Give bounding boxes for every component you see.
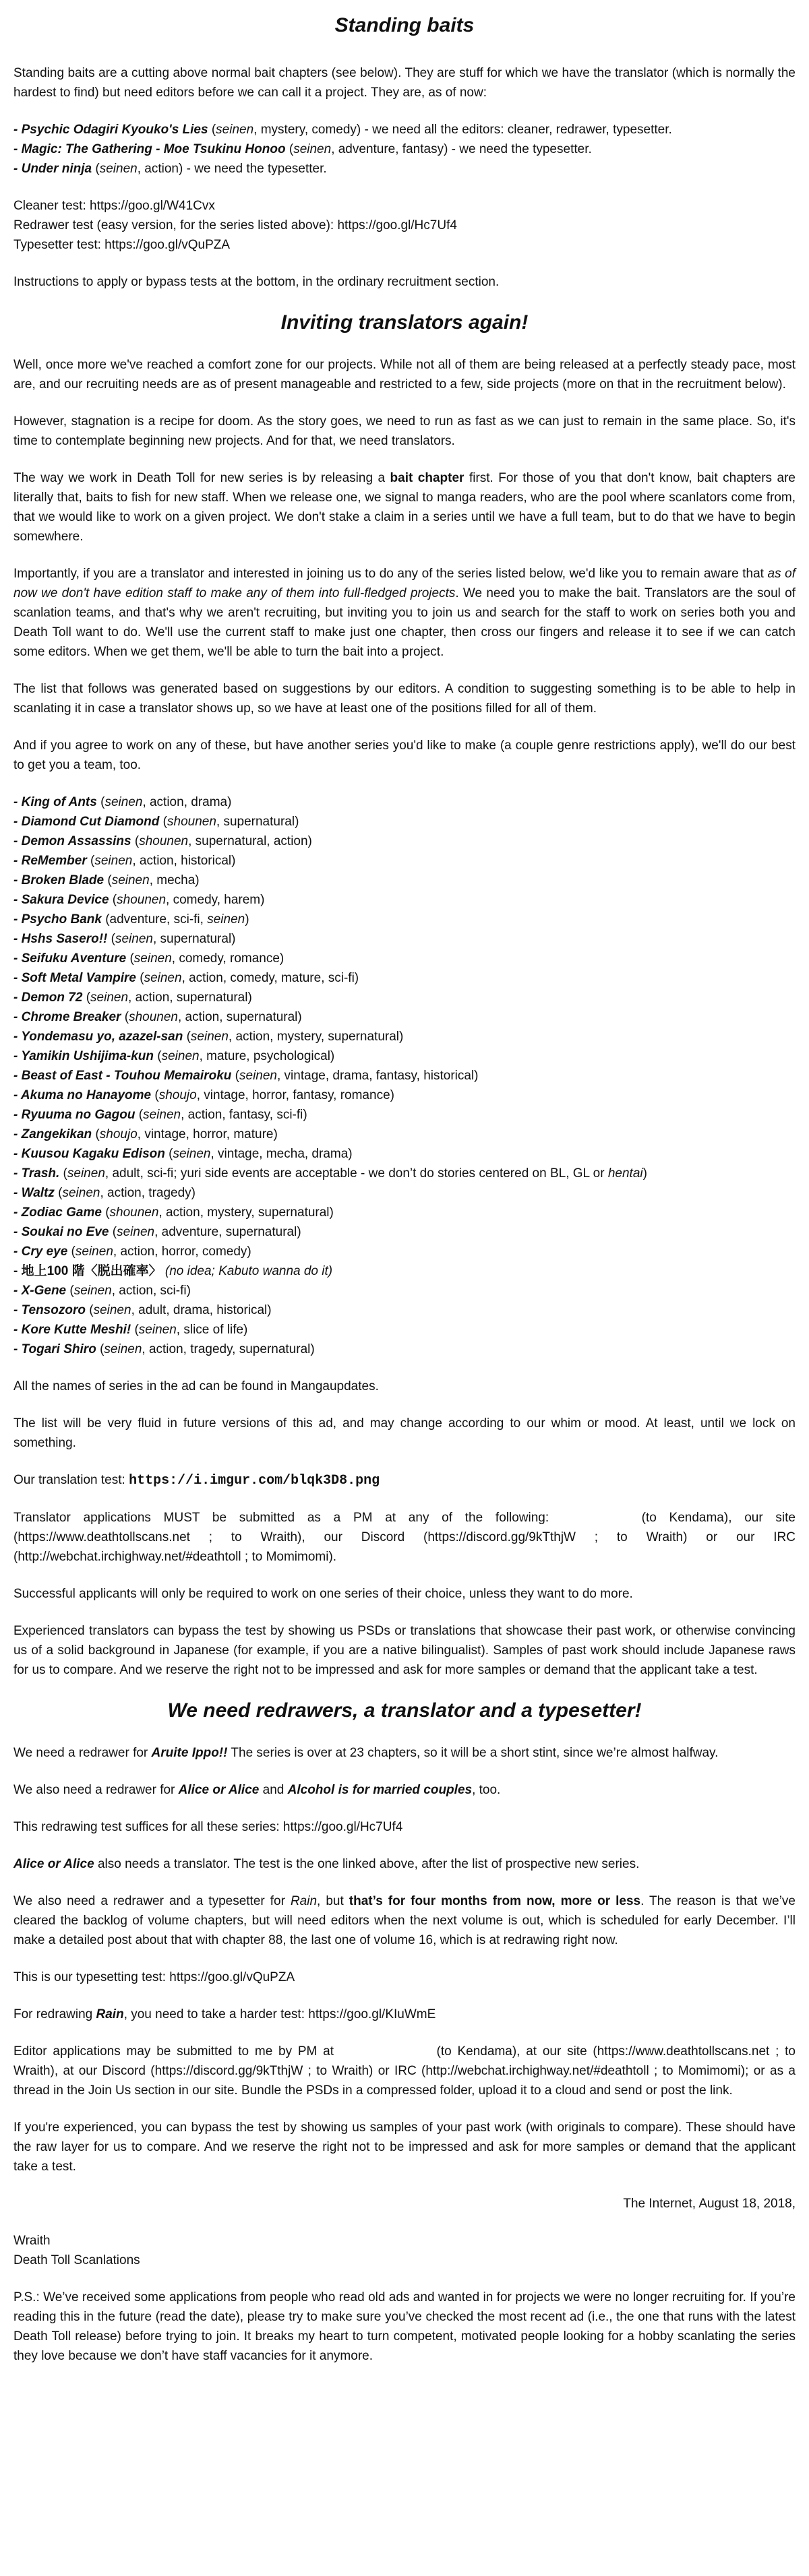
text-run: Rain: [290, 1894, 318, 1908]
text-run: - Trash.: [13, 1166, 60, 1181]
text-run: , action, supernatural): [128, 991, 252, 1005]
text-run: seinen: [216, 123, 254, 137]
text-run: , mature, psychological): [199, 1049, 335, 1063]
text-run: , vintage, horror, mature): [137, 1127, 278, 1141]
text-run: The list will be very fluid in future versions of this ad, and may change according to our whim or mood. At least, until we lock on something.: [13, 1416, 796, 1450]
text-run: (: [109, 1225, 117, 1239]
series-item: [13, 831, 796, 851]
prospective-series-list: [13, 792, 796, 1359]
text-run: - Psychic Odagiri Kyouko's Lies: [13, 123, 208, 137]
text-run: We need a redrawer for: [13, 1746, 152, 1760]
text-run: ): [642, 1166, 647, 1181]
text-run: - X-Gene: [13, 1284, 67, 1298]
text-run: (: [126, 951, 134, 966]
text-run: All the names of series in the ad can be found in Mangaupdates.: [13, 1379, 379, 1393]
text-run: - Yamikin Ushijima-kun: [13, 1049, 154, 1063]
para-list-origin: [13, 679, 796, 718]
text-run: seinen: [111, 873, 150, 887]
series-item: [13, 1027, 796, 1046]
text-run: (: [67, 1245, 76, 1259]
text-run: , supernatural): [216, 815, 299, 829]
series-item: [13, 1183, 796, 1203]
text-run: The Internet, August 18, 2018,: [623, 2197, 796, 2211]
text-run: Translator applications MUST be submitted as a PM at any of the following:: [13, 1511, 562, 1525]
text-run: . The reason is that we’ve cleared the backlog of volume chapters, but will need editors when the next volume is out, which is scheduled for early December. I’ll make a detailed post about that with chapter 88, the last one of volume 16, which is at redrawing right now.: [13, 1894, 796, 1947]
series-item: [13, 910, 796, 929]
text-run: - Zangekikan: [13, 1127, 92, 1141]
text-run: , but: [317, 1894, 349, 1908]
para-typesetting-test: [13, 1968, 796, 1987]
text-run: (: [151, 1088, 159, 1102]
series-item: [13, 968, 796, 988]
text-run: - Waltz: [13, 1186, 55, 1200]
para-rain-harder-test: [13, 2005, 796, 2024]
text-run: shoujo: [99, 1127, 138, 1141]
series-item: [13, 851, 796, 871]
text-run: (: [82, 991, 91, 1005]
title-standing-baits: Standing baits: [334, 14, 475, 36]
text-run: Alice or Alice: [13, 1857, 94, 1871]
text-run: - Broken Blade: [13, 873, 104, 887]
redacted-gap: [340, 2054, 431, 2055]
text-run: P.S.: We’ve received some applications from people who read old ads and wanted in for projects we were no longer recruiting for. If you’re reading this in the future (read the date), please try to make sure you’ve checked the most recent ad (i.e., the one that runs with the latest Death Toll release) before trying to join. It breaks my heart to turn competent, motivated people looking for a hobby scanlating the series they love because we don’t have staff vacancies for it anymore.: [13, 2290, 796, 2363]
text-run: Editor applications may be submitted to me by PM at: [13, 2044, 340, 2059]
text-run: The series is over at 23 chapters, so it will be a short stint, since we’re almost halfway.: [227, 1746, 719, 1760]
series-item: [13, 1320, 796, 1340]
text-run: seinen: [93, 1303, 131, 1317]
text-run: , mystery, comedy) - we need all the editors: cleaner, redrawer, typesetter.: [253, 123, 672, 137]
series-item: [13, 1046, 796, 1066]
para-editor-bypass: [13, 2118, 796, 2176]
text-run: seinen: [293, 142, 332, 156]
text-run: (: [231, 1069, 239, 1083]
text-run: , action, tragedy): [100, 1186, 196, 1200]
imgur-url: https://i.imgur.com/blqk3D8.png: [129, 1473, 380, 1488]
text-run: - Ryuuma no Gagou: [13, 1108, 136, 1122]
text-run: , comedy, harem): [166, 893, 265, 907]
text-run: shounen: [129, 1010, 178, 1024]
test-links: [13, 196, 796, 255]
text-run: - King of Ants: [13, 795, 97, 809]
text-run: And if you agree to work on any of these, but have another series you'd like to make (a couple genre restrictions apply), we'll do our best to get you a team, too.: [13, 739, 796, 772]
text-run: , comedy, romance): [171, 951, 284, 966]
text-run: , vintage, drama, fantasy, historical): [277, 1069, 479, 1083]
series-item: [13, 1105, 796, 1125]
series-item: [13, 1144, 796, 1164]
para-translator-applications: [13, 1508, 796, 1567]
text-run: - Cry eye: [13, 1245, 68, 1259]
text-run: Experienced translators can bypass the test by showing us PSDs or translations that showcase their past work, or otherwise convincing us of a solid background in Japanese (for example, if you are a native bilingualist). Samples of past work should include Japanese raws for us to compare. And we reserve the right not to be impressed and ask for more samples or demand that the applicant take a test.: [13, 1624, 796, 1677]
text-run: However, stagnation is a recipe for doom. As the story goes, we need to run as fast as we can just to remain in the same place. So, it's time to contemplate beginning new projects. And for that, we need translators.: [13, 414, 796, 448]
text-run: - Zodiac Game: [13, 1205, 102, 1220]
text-run: - Hshs Sasero!!: [13, 932, 108, 946]
text-run: , adult, sci-fi; yuri side events are acceptable - we don’t do stories centered on BL, GL or: [104, 1166, 608, 1181]
text-run: (: [136, 971, 144, 985]
text-run: - Under ninja: [13, 162, 92, 176]
text-run: - Togari Shiro: [13, 1342, 96, 1356]
text-run: shounen: [139, 834, 189, 848]
text-run: seinen: [115, 932, 153, 946]
para-mangaupdates: [13, 1377, 796, 1396]
para-rain: [13, 1891, 796, 1950]
text-run: hentai: [607, 1166, 643, 1181]
para-importantly: [13, 564, 796, 662]
text-run: - Kore Kutte Meshi!: [13, 1323, 131, 1337]
text-run: (: [101, 1205, 110, 1220]
heading-inviting-translators: Inviting translators again!: [280, 311, 529, 334]
text-run: , supernatural): [152, 932, 236, 946]
text-run: (: [107, 932, 115, 946]
text-run: - Chrome Breaker: [13, 1010, 121, 1024]
series-item: [13, 1300, 796, 1320]
text-run: - Seifuku Aventure: [13, 951, 127, 966]
series-item: [13, 792, 796, 812]
text-run: (: [164, 1147, 173, 1161]
text-run: seinen: [190, 1030, 229, 1044]
text-run: , you need to take a harder test: https://goo.gl/KIuWmE: [123, 2007, 436, 2021]
text-run: seinen: [104, 1342, 142, 1356]
text-run: seinen: [62, 1186, 100, 1200]
text-run: , action, supernatural): [177, 1010, 302, 1024]
text-run: that’s for four months from now, more or less: [349, 1894, 641, 1908]
text-run: We also need a redrawer for: [13, 1783, 179, 1797]
text-run: seinen: [133, 951, 172, 966]
text-run: (: [285, 142, 294, 156]
text-run: Redrawer test (easy version, for the series listed above): https://goo.gl/Hc7Uf4: [13, 218, 457, 232]
text-run: - 地上100 階〈脱出確率〉: [13, 1264, 162, 1278]
para-alice-alcohol: [13, 1780, 796, 1800]
text-run: seinen: [117, 1225, 155, 1239]
para-stagnation: [13, 412, 796, 451]
text-run: seinen: [144, 971, 182, 985]
text-run: , action, sci-fi): [111, 1284, 191, 1298]
series-item: [13, 1261, 796, 1281]
text-run: Importantly, if you are a translator and interested in joining us to do any of the series listed below, we'd like you to remain aware that: [13, 567, 768, 581]
text-run: - Kuusou Kagaku Edison: [13, 1147, 165, 1161]
text-run: shoujo: [158, 1088, 197, 1102]
text-run: - ReMember: [13, 854, 87, 868]
series-item: [13, 1066, 796, 1086]
text-run: Alcohol is for married couples: [287, 1783, 473, 1797]
text-run: Alice or Alice: [178, 1783, 260, 1797]
text-run: shounen: [117, 893, 167, 907]
series-item: [13, 812, 796, 831]
text-run: - Akuma no Hanayome: [13, 1088, 152, 1102]
text-run: (: [59, 1166, 67, 1181]
text-run: Our translation test:: [13, 1473, 129, 1487]
ps-paragraph: [13, 2288, 796, 2366]
series-item: [13, 988, 796, 1007]
text-run: and: [259, 1783, 288, 1797]
signature: [13, 2231, 796, 2270]
para-editor-applications: [13, 2042, 796, 2100]
text-run: - Yondemasu yo, azazel-san: [13, 1030, 183, 1044]
series-item: [13, 1340, 796, 1359]
text-run: (: [131, 1323, 139, 1337]
text-run: - Demon Assassins: [13, 834, 131, 848]
text-run: , action) - we need the typesetter.: [137, 162, 327, 176]
text-run: Well, once more we've reached a comfort zone for our projects. While not all of them are being released at a perfectly steady pace, most are, and our recruiting needs are as of present manageable and restricted to a few, side projects (more on that in the recruitment below).: [13, 358, 796, 391]
text-run: - Psycho Bank: [13, 912, 102, 926]
text-run: seinen: [138, 1323, 177, 1337]
text-run: . We need you to make the bait. Translators are the soul of scanlation teams, and that's why we aren't recruiting, but inviting you to join us and search for the staff to work on series both you and Death Toll want to do. We'll use the current staff to make just one chapter, then cross our fingers and release it to see if we can catch some editors. When we get them, we'll be able to turn the bait into a project.: [13, 586, 796, 659]
text-run: Instructions to apply or bypass tests at the bottom, in the ordinary recruitment section.: [13, 275, 500, 289]
text-run: (: [86, 854, 95, 868]
series-item: [13, 1222, 796, 1242]
text-run: (no idea; Kabuto wanna do it): [164, 1264, 333, 1278]
para-another-series: [13, 736, 796, 775]
text-run: The way we work in Death Toll for new series is by releasing a: [13, 471, 390, 485]
text-run: Aruite Ippo!!: [151, 1746, 228, 1760]
text-run: If you're experienced, you can bypass the test by showing us samples of your past work (with originals to compare). These should have the raw layer for us to compare. And we reserve the right not to be impressed and ask for more samples or demand that the applicant take a test.: [13, 2121, 796, 2174]
text-run: seinen: [239, 1069, 277, 1083]
text-run: (: [159, 815, 167, 829]
text-run: , action, fantasy, sci-fi): [181, 1108, 307, 1122]
text-run: (: [154, 1049, 162, 1063]
text-run: seinen: [94, 854, 133, 868]
series-item: [13, 159, 796, 179]
text-run: (: [54, 1186, 63, 1200]
text-run: , action, mystery, supernatural): [158, 1205, 334, 1220]
series-item: [13, 1242, 796, 1261]
text-run: seinen: [99, 162, 138, 176]
text-run: (: [96, 1342, 104, 1356]
para-redrawing-test: [13, 1817, 796, 1837]
text-run: , mecha): [149, 873, 200, 887]
text-run: (: [66, 1284, 74, 1298]
para-bait-chapter: [13, 468, 796, 546]
text-run: - Demon 72: [13, 991, 83, 1005]
standing-baits-list: [13, 120, 796, 179]
text-run: - Soukai no Eve: [13, 1225, 109, 1239]
series-item: [13, 1086, 796, 1105]
test-link-line: [13, 216, 796, 235]
series-item: [13, 1164, 796, 1183]
text-run: seinen: [143, 1108, 181, 1122]
test-link-line: [13, 196, 796, 216]
para-experienced-translators: [13, 1621, 796, 1680]
para-aruite-ippo: [13, 1743, 796, 1763]
text-run: The list that follows was generated based on suggestions by our editors. A condition to suggesting something is to be able to help in scanlating it in case a translator shows up, so we have at least one of the positions filled for all of them.: [13, 682, 796, 716]
text-run: (: [121, 1010, 129, 1024]
text-run: Rain: [96, 2007, 124, 2021]
text-run: - Sakura Device: [13, 893, 109, 907]
text-run: , action, mystery, supernatural): [228, 1030, 404, 1044]
series-item: [13, 139, 796, 159]
text-run: Typesetter test: https://goo.gl/vQuPZA: [13, 238, 231, 252]
para-list-fluid: [13, 1414, 796, 1453]
instructions-note: [13, 272, 796, 292]
series-item: [13, 871, 796, 890]
para-alice-translator: [13, 1854, 796, 1874]
series-item: [13, 1281, 796, 1300]
text-run: ): [245, 912, 249, 926]
signature-line: [13, 2231, 796, 2251]
text-run: Death Toll Scanlations: [13, 2253, 140, 2267]
text-run: first. For those of you that don't know, bait chapters are literally that, baits to fish for new staff. When we release one, we signal to manga readers, who are the pool where scanlators come from, that we would like to work on a given project. We don't stake a claim in a series until we have a full team, but to do that we have to begin somewhere.: [13, 471, 796, 544]
series-item: [13, 1125, 796, 1144]
text-run: (to Kendama), our site (https://www.deathtollscans.net ; to Wraith), our Discord (https://discord.gg/9kTthjW ; to Wraith) or our IRC (http://webchat.irchighway.net/#deathtoll ; to Momimomi).: [13, 1511, 796, 1564]
text-run: , vintage, horror, fantasy, romance): [196, 1088, 394, 1102]
text-run: (: [183, 1030, 191, 1044]
text-run: For redrawing: [13, 2007, 96, 2021]
text-run: , action, historical): [132, 854, 236, 868]
text-run: (: [109, 893, 117, 907]
text-run: (: [131, 834, 140, 848]
test-link-line: [13, 235, 796, 255]
heading-we-need-redrawers: We need redrawers, a translator and a typesetter!: [167, 1699, 642, 1722]
para-translation-test: [13, 1470, 796, 1490]
text-run: , adventure, supernatural): [154, 1225, 301, 1239]
text-run: - Tensozoro: [13, 1303, 86, 1317]
text-run: Wraith: [13, 2234, 51, 2248]
text-run: (: [96, 795, 105, 809]
text-run: Successful applicants will only be required to work on one series of their choice, unless they want to do more.: [13, 1587, 633, 1601]
text-run: This is our typesetting test: https://goo.gl/vQuPZA: [13, 1970, 295, 1984]
intro-paragraph: [13, 63, 796, 102]
para-comfort-zone: [13, 355, 796, 394]
text-run: as of now we don't have edition staff to make any of them into full-fledged projects: [13, 567, 796, 600]
text-run: seinen: [104, 795, 143, 809]
text-run: seinen: [207, 912, 245, 926]
text-run: seinen: [173, 1147, 211, 1161]
text-run: seinen: [67, 1166, 105, 1181]
text-run: - Soft Metal Vampire: [13, 971, 136, 985]
text-run: We also need a redrawer and a typesetter for: [13, 1894, 291, 1908]
text-run: (: [208, 123, 216, 137]
series-item: [13, 120, 796, 139]
text-run: also needs a translator. The test is the one linked above, after the list of prospective new series.: [94, 1857, 640, 1871]
text-run: , supernatural, action): [188, 834, 312, 848]
text-run: , action, drama): [142, 795, 232, 809]
text-run: (: [104, 873, 112, 887]
series-item: [13, 890, 796, 910]
text-run: seinen: [90, 991, 129, 1005]
series-item: [13, 929, 796, 949]
text-run: (: [135, 1108, 144, 1122]
series-item: [13, 949, 796, 968]
text-run: , adult, drama, historical): [131, 1303, 272, 1317]
text-run: (to Kendama), at our site (https://www.deathtollscans.net ; to Wraith), at our Discord (https://discord.gg/9kTthjW ; to Wraith) or IRC (http://webchat.irchighway.net/#deathtoll ; to Momimomi); or as a thread in the Join Us section in our site. Bundle the PSDs in a compressed folder, upload it to a cloud and send or post the link.: [13, 2044, 796, 2098]
text-run: - Magic: The Gathering - Moe Tsukinu Honoo: [13, 142, 286, 156]
series-item: [13, 1203, 796, 1222]
text-run: (: [85, 1303, 94, 1317]
text-run: seinen: [73, 1284, 112, 1298]
text-run: , too.: [472, 1783, 501, 1797]
text-run: (: [92, 162, 100, 176]
text-run: shounen: [109, 1205, 159, 1220]
series-item: [13, 1007, 796, 1027]
text-run: This redrawing test suffices for all these series: https://goo.gl/Hc7Uf4: [13, 1820, 403, 1834]
text-run: shounen: [167, 815, 216, 829]
text-run: , slice of life): [176, 1323, 248, 1337]
text-run: , action, tragedy, supernatural): [142, 1342, 315, 1356]
text-run: , adventure, fantasy) - we need the typesetter.: [331, 142, 592, 156]
text-run: - Diamond Cut Diamond: [13, 815, 160, 829]
signature-line: [13, 2251, 796, 2270]
text-run: - Beast of East - Touhou Memairoku: [13, 1069, 232, 1083]
text-run: Cleaner test: https://goo.gl/W41Cvx: [13, 199, 215, 213]
para-successful-applicants: [13, 1584, 796, 1604]
text-run: Standing baits are a cutting above normal bait chapters (see below). They are stuff for which we have the translator (which is normally the hardest to find) but need editors before we can call it a project. They are, as of now:: [13, 66, 796, 100]
text-run: , action, comedy, mature, sci-fi): [181, 971, 359, 985]
text-run: (: [92, 1127, 100, 1141]
text-run: seinen: [75, 1245, 113, 1259]
date-line: [13, 2194, 796, 2213]
text-run: (adventure, sci-fi,: [101, 912, 208, 926]
text-run: , vintage, mecha, drama): [210, 1147, 353, 1161]
text-run: bait chapter: [390, 471, 465, 485]
text-run: seinen: [161, 1049, 200, 1063]
text-run: , action, horror, comedy): [113, 1245, 251, 1259]
